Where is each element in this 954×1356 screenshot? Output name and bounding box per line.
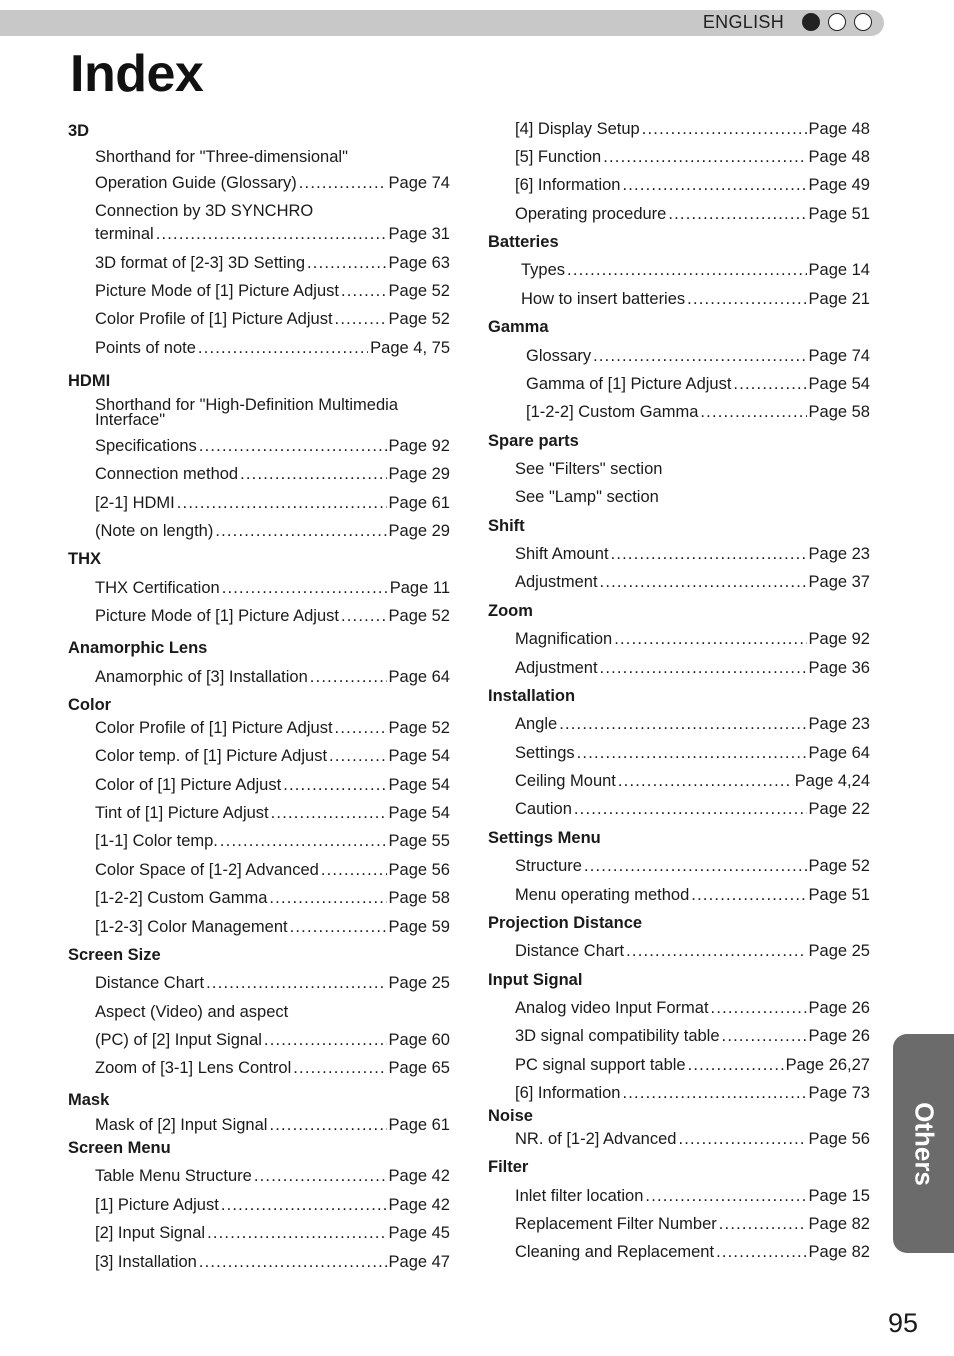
empty-circle-icon [828,13,846,31]
index-heading-mask: Mask [68,1091,110,1109]
index-heading-gamma: Gamma [488,318,549,336]
filled-circle-icon [802,13,820,31]
index-entry: [1-2-3] Color Management ..... Page 59 [95,918,450,937]
index-heading-shift: Shift [488,517,525,535]
index-entry: How to insert batteries ..... Page 21 [521,290,870,309]
index-entry: Adjustment ..... Page 36 [515,659,870,678]
index-entry: [1-2-2] Custom Gamma ..... Page 58 [526,403,870,422]
index-entry: Mask of [2] Input Signal ..... Page 61 [95,1116,450,1135]
index-entry: Ceiling Mount ..... Page 4,24 [515,772,870,791]
index-note: See "Filters" section [515,460,663,478]
index-entry: [6] Information ..... Page 49 [515,176,870,195]
index-entry: Menu operating method ..... Page 51 [515,886,870,905]
index-heading-batteries: Batteries [488,233,559,251]
index-entry: Angle ..... Page 23 [515,715,870,734]
index-entry: (Note on length) ..... Page 29 [95,522,450,541]
index-entry: Shift Amount ..... Page 23 [515,545,870,564]
index-heading-zoom: Zoom [488,602,533,620]
index-heading-3d: 3D [68,122,90,140]
index-entry: Color temp. of [1] Picture Adjust ..... Page 54 [95,747,450,766]
index-entry: Operating procedure ..... Page 51 [515,205,870,224]
index-entry: Color Space of [1-2] Advanced ..... Page 56 [95,861,450,880]
index-entry: Anamorphic of [3] Installation ..... Page 64 [95,668,450,687]
index-heading-thx: THX [68,550,101,568]
page-number: 95 [888,1308,919,1338]
index-entry: Analog video Input Format ..... Page 26 [515,999,870,1018]
index-note: Shorthand for "High-Definition Multimedia [95,396,399,414]
index-entry: [5] Function ..... Page 48 [515,148,870,167]
index-entry: Glossary ..... Page 74 [526,347,870,366]
empty-circle-icon [854,13,872,31]
index-entry: Picture Mode of [1] Picture Adjust ..... Page 52 [95,282,450,301]
index-entry: Inlet filter location ..... Page 15 [515,1187,870,1206]
index-heading-hdmi: HDMI [68,372,111,390]
index-entry: terminal ..... Page 31 [95,225,450,244]
index-entry: NR. of [1-2] Advanced ..... Page 56 [515,1130,870,1149]
index-entry: Tint of [1] Picture Adjust ..... Page 54 [95,804,450,823]
index-entry: Adjustment ..... Page 37 [515,573,870,592]
language-label: ENGLISH [702,12,784,32]
section-tab-label: Others [909,1101,939,1186]
index-entry: Replacement Filter Number ..... Page 82 [515,1215,870,1234]
index-heading-color: Color [68,696,112,714]
index-heading-spare-parts: Spare parts [488,432,579,450]
index-heading-screen-menu: Screen Menu [68,1139,171,1157]
index-entry: PC signal support table ..... Page 26,27 [515,1056,870,1075]
index-heading-installation: Installation [488,687,576,705]
index-entry: 3D signal compatibility table ..... Page 26 [515,1027,870,1046]
index-entry: [4] Display Setup ..... Page 48 [515,120,870,139]
index-entry: Operation Guide (Glossary) ..... Page 74 [95,174,450,193]
index-entry: Color of [1] Picture Adjust ..... Page 54 [95,776,450,795]
section-tab-others [893,1034,954,1253]
index-entry: Color Profile of [1] Picture Adjust ..... Page 52 [95,310,450,329]
index-heading-input-signal: Input Signal [488,971,583,989]
index-entry: THX Certification ..... Page 11 [95,579,450,598]
index-entry: Caution ..... Page 22 [515,800,870,819]
index-entry: [1] Picture Adjust ..... Page 42 [95,1196,450,1215]
index-note: See "Lamp" section [515,488,659,506]
index-heading-projection-distance: Projection Distance [488,914,643,932]
top-banner [0,10,884,36]
index-entry: Points of note ..... Page 4, 75 [95,339,450,358]
index-note: Connection by 3D SYNCHRO [95,202,314,220]
language-indicator [802,13,872,31]
index-note: Interface" [95,411,166,429]
index-entry: Structure ..... Page 52 [515,857,870,876]
index-entry: Gamma of [1] Picture Adjust ..... Page 54 [526,375,870,394]
index-entry: [3] Installation ..... Page 47 [95,1253,450,1272]
index-note: Shorthand for "Three-dimensional" [95,148,348,166]
index-entry: Zoom of [3-1] Lens Control ..... Page 65 [95,1059,450,1078]
index-entry: Color Profile of [1] Picture Adjust ..... Page 52 [95,719,450,738]
index-entry: [6] Information ..... Page 73 [515,1084,870,1103]
index-entry: 3D format of [2-3] 3D Setting ..... Page 63 [95,254,450,273]
page-title: Index [70,45,204,103]
index-entry: Picture Mode of [1] Picture Adjust ..... Page 52 [95,607,450,626]
index-heading-anamorphic-lens: Anamorphic Lens [68,639,208,657]
index-entry: Types ..... Page 14 [521,261,870,280]
index-heading-filter: Filter [488,1158,529,1176]
index-entry: Connection method ..... Page 29 [95,465,450,484]
index-entry: [1-1] Color temp. ..... Page 55 [95,832,450,851]
index-entry: (PC) of [2] Input Signal ..... Page 60 [95,1031,450,1050]
index-entry: [2-1] HDMI ..... Page 61 [95,494,450,513]
index-entry: Distance Chart ..... Page 25 [515,942,870,961]
index-heading-settings-menu: Settings Menu [488,829,601,847]
index-entry: Table Menu Structure ..... Page 42 [95,1167,450,1186]
index-entry: Settings ..... Page 64 [515,744,870,763]
index-heading-screen-size: Screen Size [68,946,161,964]
index-entry: Distance Chart ..... Page 25 [95,974,450,993]
index-entry: [2] Input Signal ..... Page 45 [95,1224,450,1243]
index-entry: Cleaning and Replacement ..... Page 82 [515,1243,870,1262]
index-entry: Specifications ..... Page 92 [95,437,450,456]
index-heading-noise: Noise [488,1107,533,1125]
index-note: Aspect (Video) and aspect [95,1003,289,1021]
index-entry: Magnification ..... Page 92 [515,630,870,649]
index-entry: [1-2-2] Custom Gamma ..... Page 58 [95,889,450,908]
